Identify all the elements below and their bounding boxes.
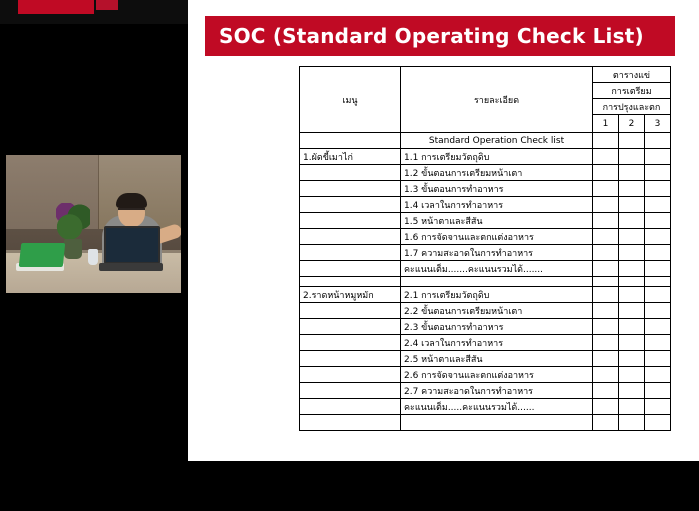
- score-cell[interactable]: [645, 367, 671, 383]
- score-cell[interactable]: [619, 287, 645, 303]
- cell-empty: [300, 165, 401, 181]
- detail-item: 2.7 ความสะอาดในการทำอาหาร: [401, 383, 593, 399]
- header-menu: เมนู: [300, 67, 401, 133]
- header-number-2: 2: [619, 115, 645, 133]
- top-banner-strip: [0, 0, 188, 24]
- slide-title: SOC (Standard Operating Check List): [219, 24, 644, 48]
- table-row: [300, 149, 671, 165]
- score-cell[interactable]: [619, 165, 645, 181]
- detail-item: 2.5 หน้าตาและสีสัน: [401, 351, 593, 367]
- cell-empty: [300, 245, 401, 261]
- slide-title-bar: [205, 16, 675, 56]
- score-cell[interactable]: [619, 415, 645, 431]
- table-row: [300, 399, 671, 415]
- cell-empty: [300, 399, 401, 415]
- score-cell[interactable]: [619, 245, 645, 261]
- section-total: คะแนนเต็ม.......คะแนนรวมได้.......: [401, 261, 593, 277]
- score-cell[interactable]: [593, 367, 619, 383]
- score-cell[interactable]: [619, 181, 645, 197]
- score-cell: [619, 277, 645, 287]
- score-cell[interactable]: [645, 303, 671, 319]
- score-cell[interactable]: [645, 319, 671, 335]
- table-row: [300, 319, 671, 335]
- score-cell: [593, 277, 619, 287]
- standard-operation-subtitle: Standard Operation Check list: [401, 133, 593, 149]
- cell-empty: [300, 133, 401, 149]
- score-cell[interactable]: [619, 133, 645, 149]
- score-cell[interactable]: [645, 287, 671, 303]
- presenter-glasses: [118, 208, 145, 216]
- cell-empty: [300, 335, 401, 351]
- cell-empty: [300, 319, 401, 335]
- table-row: [300, 133, 671, 149]
- header-score-sub1: การเตรียม: [593, 83, 671, 99]
- table-header-row-1: [300, 67, 671, 83]
- detail-item: 2.4 เวลาในการทำอาหาร: [401, 335, 593, 351]
- score-cell[interactable]: [645, 335, 671, 351]
- cell-empty: [300, 197, 401, 213]
- section-total: คะแนนเต็ม.....คะแนนรวมได้......: [401, 399, 593, 415]
- score-cell[interactable]: [619, 213, 645, 229]
- score-cell[interactable]: [593, 213, 619, 229]
- shared-slide: [188, 0, 699, 461]
- table-row: [300, 351, 671, 367]
- table-row: [300, 261, 671, 277]
- cell-empty: [300, 213, 401, 229]
- score-cell[interactable]: [593, 229, 619, 245]
- presenter-hair: [116, 193, 147, 208]
- score-cell[interactable]: [619, 303, 645, 319]
- presenter-video-tile[interactable]: [6, 155, 181, 293]
- soc-checklist-table: [299, 66, 671, 431]
- header-number-1: 1: [593, 115, 619, 133]
- score-cell[interactable]: [619, 383, 645, 399]
- score-cell[interactable]: [593, 165, 619, 181]
- table-row: [300, 335, 671, 351]
- score-cell[interactable]: [593, 197, 619, 213]
- detail-item: 1.2 ขั้นตอนการเตรียมหน้าเตา: [401, 165, 593, 181]
- bottom-letterbox: [0, 461, 699, 511]
- cell-empty: [300, 415, 401, 431]
- score-cell[interactable]: [619, 149, 645, 165]
- score-cell[interactable]: [593, 181, 619, 197]
- table-row: [300, 181, 671, 197]
- detail-item: 2.3 ขั้นตอนการทำอาหาร: [401, 319, 593, 335]
- cell-empty: [300, 303, 401, 319]
- cell-empty: [300, 229, 401, 245]
- score-cell[interactable]: [619, 261, 645, 277]
- score-cell[interactable]: [619, 351, 645, 367]
- score-cell[interactable]: [645, 261, 671, 277]
- plant-leaves: [56, 203, 90, 243]
- table-row: [300, 229, 671, 245]
- cell-empty: [300, 383, 401, 399]
- detail-item: 1.4 เวลาในการทำอาหาร: [401, 197, 593, 213]
- plant-pot: [64, 239, 82, 259]
- banner-block-primary: [18, 0, 94, 14]
- table-spacer-row: [300, 277, 671, 287]
- cell-empty: [300, 367, 401, 383]
- table-row: [300, 245, 671, 261]
- cell-empty: [300, 261, 401, 277]
- detail-item: 2.1 การเตรียมวัตถุดิบ: [401, 287, 593, 303]
- score-cell[interactable]: [645, 165, 671, 181]
- cell-empty: [300, 277, 401, 287]
- score-cell[interactable]: [619, 399, 645, 415]
- score-cell[interactable]: [645, 383, 671, 399]
- detail-item: 2.6 การจัดจานและตกแต่งอาหาร: [401, 367, 593, 383]
- cell-empty: [401, 415, 593, 431]
- score-cell[interactable]: [645, 213, 671, 229]
- score-cell[interactable]: [593, 303, 619, 319]
- menu-item-2: 2.ราดหน้าหมูหมัก: [300, 287, 401, 303]
- score-cell[interactable]: [593, 415, 619, 431]
- table-row: [300, 367, 671, 383]
- score-cell[interactable]: [645, 149, 671, 165]
- header-score-sub2: การปรุงและตก: [593, 99, 671, 115]
- detail-item: 1.3 ขั้นตอนการทำอาหาร: [401, 181, 593, 197]
- cup: [88, 249, 98, 265]
- score-cell[interactable]: [593, 261, 619, 277]
- score-cell[interactable]: [593, 335, 619, 351]
- score-cell[interactable]: [593, 133, 619, 149]
- detail-item: 1.7 ความสะอาดในการทำอาหาร: [401, 245, 593, 261]
- score-cell[interactable]: [593, 319, 619, 335]
- header-score-group: ตารางแข่: [593, 67, 671, 83]
- detail-item: 1.5 หน้าตาและสีสัน: [401, 213, 593, 229]
- score-cell[interactable]: [645, 245, 671, 261]
- green-folder: [19, 243, 66, 267]
- score-cell[interactable]: [645, 229, 671, 245]
- score-cell: [645, 277, 671, 287]
- cell-empty: [401, 277, 593, 287]
- table-row: [300, 165, 671, 181]
- score-cell[interactable]: [645, 197, 671, 213]
- table-row: [300, 415, 671, 431]
- header-detail: รายละเอียด: [401, 67, 593, 133]
- menu-item-1: 1.ผัดขี้เมาไก่: [300, 149, 401, 165]
- score-cell[interactable]: [619, 197, 645, 213]
- score-cell[interactable]: [645, 351, 671, 367]
- score-cell[interactable]: [593, 149, 619, 165]
- detail-item: 1.1 การเตรียมวัตถุดิบ: [401, 149, 593, 165]
- detail-item: 1.6 การจัดจานและตกแต่งอาหาร: [401, 229, 593, 245]
- score-cell[interactable]: [619, 335, 645, 351]
- score-cell[interactable]: [593, 245, 619, 261]
- header-number-3: 3: [645, 115, 671, 133]
- score-cell[interactable]: [645, 181, 671, 197]
- table-row: [300, 213, 671, 229]
- video-background-divider: [98, 155, 99, 229]
- table-row: [300, 303, 671, 319]
- cell-empty: [300, 181, 401, 197]
- detail-item: 2.2 ขั้นตอนการเตรียมหน้าเตา: [401, 303, 593, 319]
- banner-block-secondary: [96, 0, 118, 10]
- score-cell[interactable]: [619, 319, 645, 335]
- table-row: [300, 287, 671, 303]
- laptop-screen: [104, 226, 160, 264]
- score-cell[interactable]: [645, 399, 671, 415]
- cell-empty: [300, 351, 401, 367]
- table-row: [300, 383, 671, 399]
- score-cell[interactable]: [645, 415, 671, 431]
- laptop-base: [99, 263, 163, 271]
- table-row: [300, 197, 671, 213]
- score-cell[interactable]: [645, 133, 671, 149]
- score-cell[interactable]: [619, 229, 645, 245]
- score-cell[interactable]: [619, 367, 645, 383]
- score-cell[interactable]: [593, 351, 619, 367]
- score-cell[interactable]: [593, 383, 619, 399]
- score-cell[interactable]: [593, 287, 619, 303]
- score-cell[interactable]: [593, 399, 619, 415]
